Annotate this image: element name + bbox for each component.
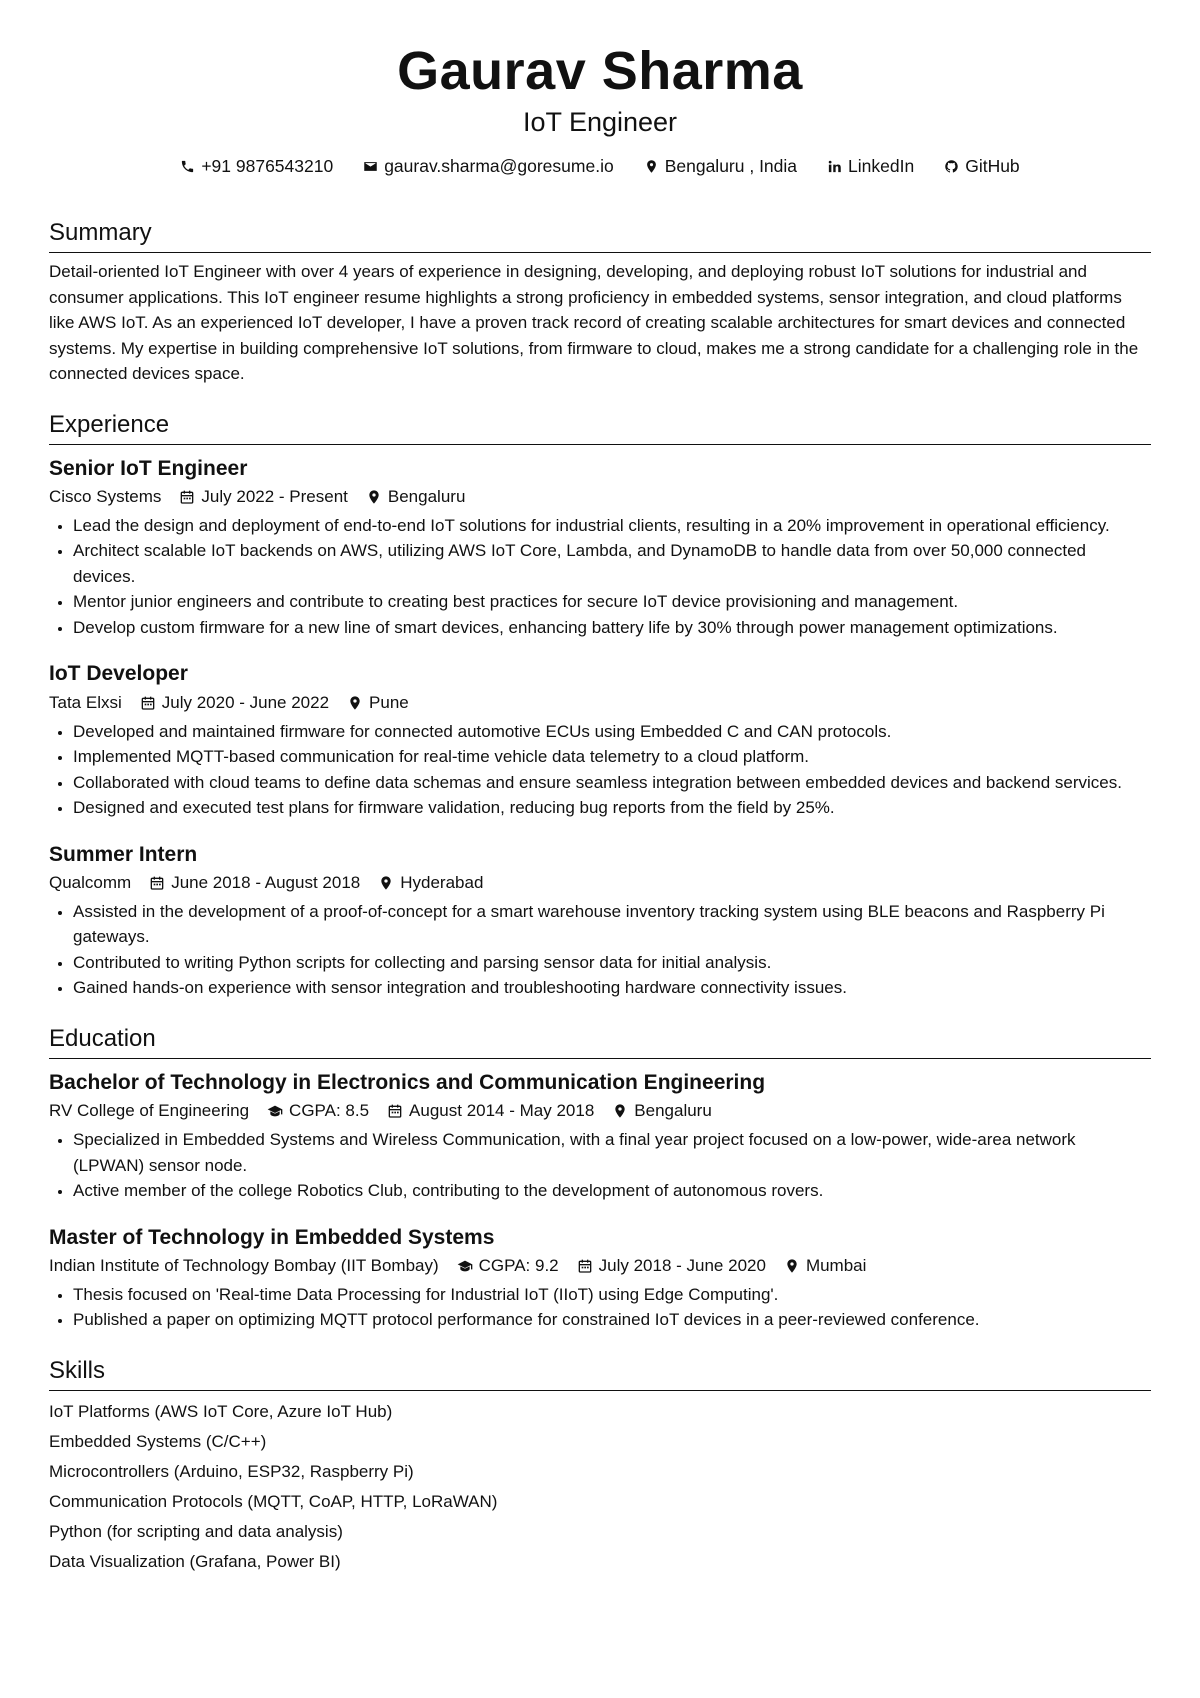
- school-name: [49, 1255, 439, 1277]
- entry-meta: [49, 486, 1151, 508]
- entry-location: [366, 486, 466, 508]
- skill-item: IoT Platforms (AWS IoT Core, Azure IoT Hub): [49, 1401, 393, 1421]
- bullet-list: [49, 719, 1151, 821]
- bullet-item: • Developed and maintained firmware for connected automotive ECUs using Embedded C and CAN protocols.: [73, 719, 1151, 745]
- bullet-item: • Collaborated with cloud teams to define data schemas and ensure seamless integration between embedded devices and backend services.: [73, 770, 1151, 796]
- company-name-text: Tata Elxsi: [49, 692, 122, 712]
- map-pin-icon: [366, 489, 382, 505]
- date-range: [179, 486, 347, 508]
- entry-meta: [49, 692, 1151, 714]
- map-pin-icon: [784, 1258, 800, 1274]
- calendar-icon: [387, 1103, 403, 1119]
- resume-header: [49, 0, 1151, 177]
- entry-location: [378, 872, 483, 894]
- bullet-item: • Active member of the college Robotics Club, contributing to the development of autonomous rovers.: [73, 1178, 1151, 1204]
- company-name: [49, 872, 131, 894]
- section-title-summary: Summary: [49, 219, 1151, 253]
- entry-location-text: Pune: [369, 692, 409, 712]
- map-pin-icon: [347, 695, 363, 711]
- grade: [457, 1255, 559, 1277]
- candidate-name: Gaurav Sharma: [397, 41, 803, 101]
- entry-meta: [49, 1100, 1151, 1122]
- linkedin-icon: [827, 159, 842, 174]
- bullet-item: • Contributed to writing Python scripts for collecting and parsing sensor data for initial analysis.: [73, 950, 1151, 976]
- bullet-item: • Implemented MQTT-based communication for real-time vehicle data telemetry to a cloud platform.: [73, 744, 1151, 770]
- company-name: [49, 486, 161, 508]
- skill-item: Embedded Systems (C/C++): [49, 1431, 267, 1451]
- section-title-education: Education: [49, 1025, 1151, 1059]
- experience-entry: [49, 841, 1151, 1001]
- experience-entry: [49, 455, 1151, 641]
- bullet-item: • Architect scalable IoT backends on AWS, utilizing AWS IoT Core, Lambda, and DynamoDB to handle data from over 50,000 connected devices.: [73, 538, 1151, 589]
- experience-entry: [49, 660, 1151, 820]
- location-text: Bengaluru , India: [664, 156, 798, 177]
- calendar-icon: [577, 1258, 593, 1274]
- bullet-item: • Published a paper on optimizing MQTT protocol performance for constrained IoT devices in a peer-reviewed conference.: [73, 1307, 1151, 1333]
- bullet-item: • Develop custom firmware for a new line of smart devices, enhancing battery life by 30% through power management optimizations.: [73, 615, 1151, 641]
- bullet-item: • Gained hands-on experience with sensor integration and troubleshooting hardware connectivity issues.: [73, 975, 1151, 1001]
- entry-location: [612, 1100, 712, 1122]
- contact-email[interactable]: [363, 156, 614, 177]
- date-range-text: July 2020 - June 2022: [161, 692, 330, 712]
- skill-item: Communication Protocols (MQTT, CoAP, HTTP, LoRaWAN): [49, 1491, 498, 1511]
- section-title-skills: Skills: [49, 1357, 1151, 1391]
- bullet-item: • Designed and executed test plans for firmware validation, reducing bug reports from the field by 25%.: [73, 795, 1151, 821]
- section-title-experience: Experience: [49, 411, 1151, 445]
- bullet-list: [49, 513, 1151, 641]
- grade-text: CGPA: 9.2: [478, 1255, 559, 1275]
- education-section: [49, 1025, 1151, 1333]
- entry-location: [784, 1255, 866, 1277]
- skill-item: Python (for scripting and data analysis): [49, 1521, 343, 1541]
- bullet-item: • Assisted in the development of a proof-of-concept for a smart warehouse inventory tracking system using BLE beacons and Raspberry Pi gateways.: [73, 899, 1151, 950]
- degree-title: Bachelor of Technology in Electronics and Communication Engineering: [49, 1070, 766, 1094]
- candidate-role: IoT Engineer: [522, 107, 678, 138]
- job-title: IoT Developer: [49, 662, 188, 686]
- github-link[interactable]: GitHub: [965, 156, 1020, 177]
- grade-text: CGPA: 8.5: [289, 1101, 370, 1121]
- date-range: [140, 692, 329, 714]
- experience-section: [49, 411, 1151, 1001]
- degree-title: Master of Technology in Embedded Systems: [49, 1225, 495, 1249]
- date-range-text: July 2018 - June 2020: [598, 1255, 766, 1275]
- date-range-text: July 2022 - Present: [201, 486, 348, 506]
- grade: [267, 1100, 369, 1122]
- skills-section: [49, 1357, 1151, 1577]
- bullet-item: • Specialized in Embedded Systems and Wireless Communication, with a final year project focused on a low-power, wide-area network (LPWAN) sensor node.: [73, 1127, 1151, 1178]
- entry-location-text: Bengaluru: [634, 1101, 712, 1121]
- skill-item: Data Visualization (Grafana, Power BI): [49, 1551, 341, 1571]
- contact-phone: [180, 156, 333, 177]
- email-text[interactable]: gaurav.sharma@goresume.io: [384, 156, 614, 177]
- summary-section: [49, 219, 1151, 386]
- company-name-text: Cisco Systems: [49, 486, 162, 506]
- bullet-item: • Mentor junior engineers and contribute to creating best practices for secure IoT device provisioning and management.: [73, 589, 1151, 615]
- bullet-item: • Thesis focused on 'Real-time Data Processing for Industrial IoT (IIoT) using Edge Computing'.: [73, 1282, 1151, 1308]
- education-entry: [49, 1224, 1151, 1333]
- calendar-icon: [149, 875, 165, 891]
- map-pin-icon: [612, 1103, 628, 1119]
- entry-meta: [49, 872, 1151, 894]
- education-entry: [49, 1069, 1151, 1204]
- date-range-text: August 2014 - May 2018: [409, 1101, 595, 1121]
- date-range: [149, 872, 360, 894]
- date-range: [577, 1255, 766, 1277]
- contact-github[interactable]: [944, 156, 1019, 177]
- job-title: Summer Intern: [49, 842, 198, 866]
- contact-bar: [49, 156, 1151, 177]
- entry-location: [347, 692, 409, 714]
- envelope-icon: [363, 159, 378, 174]
- contact-linkedin[interactable]: [827, 156, 914, 177]
- school-name-text: RV College of Engineering: [49, 1101, 250, 1121]
- summary-text: Detail-oriented IoT Engineer with over 4 years of experience in designing, developing, and deploying robust IoT solutions for industrial and consumer applications. This IoT engineer resume highlights a strong proficiency in embedded systems, sensor integration, and cloud platforms like AWS IoT. As an experienced IoT developer, I have a proven track record of creating scalable architectures for smart devices and connected systems. My expertise in building comprehensive IoT solutions, from firmware to cloud, makes me a strong candidate for a challenging role in the connected devices space.: [49, 262, 1139, 384]
- linkedin-link[interactable]: LinkedIn: [848, 156, 915, 177]
- bullet-list: [49, 899, 1151, 1001]
- github-icon: [944, 159, 959, 174]
- skill-item: Microcontrollers (Arduino, ESP32, Raspberry Pi): [49, 1461, 414, 1481]
- skills-list: [49, 1397, 1151, 1577]
- bullet-list: [49, 1127, 1151, 1204]
- map-pin-icon: [378, 875, 394, 891]
- phone-icon: [180, 159, 195, 174]
- map-pin-icon: [644, 159, 659, 174]
- entry-location-text: Mumbai: [805, 1255, 867, 1275]
- company-name-text: Qualcomm: [49, 872, 132, 892]
- date-range-text: June 2018 - August 2018: [171, 872, 361, 892]
- entry-location-text: Bengaluru: [387, 486, 466, 506]
- date-range: [387, 1100, 594, 1122]
- calendar-icon: [140, 695, 156, 711]
- entry-meta: [49, 1255, 1151, 1277]
- company-name: [49, 692, 122, 714]
- experience-list: [49, 455, 1151, 1001]
- graduation-cap-icon: [267, 1103, 283, 1119]
- bullet-list: [49, 1282, 1151, 1333]
- job-title: Senior IoT Engineer: [49, 456, 248, 480]
- entry-location-text: Hyderabad: [400, 872, 484, 892]
- school-name: [49, 1100, 249, 1122]
- graduation-cap-icon: [457, 1258, 473, 1274]
- bullet-item: • Lead the design and deployment of end-to-end IoT solutions for industrial clients, resulting in a 20% improvement in operational efficiency.: [73, 513, 1151, 539]
- school-name-text: Indian Institute of Technology Bombay (IIT Bombay): [49, 1255, 439, 1275]
- contact-location: [644, 156, 797, 177]
- phone-text: +91 9876543210: [201, 156, 334, 177]
- education-list: [49, 1069, 1151, 1333]
- calendar-icon: [179, 489, 195, 505]
